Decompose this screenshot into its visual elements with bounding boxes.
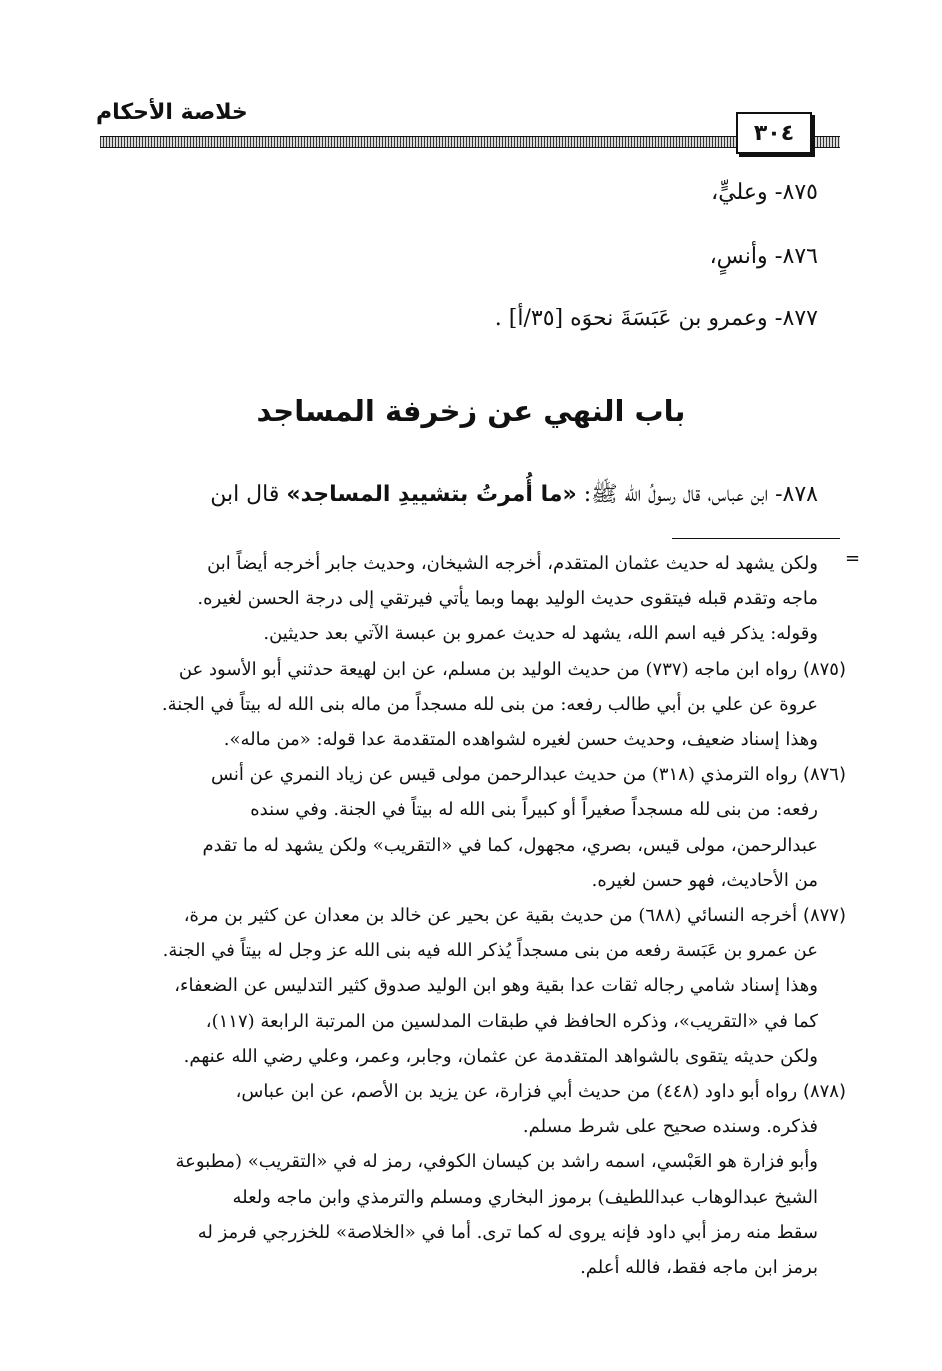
footnote-text: عن عمرو بن عَبَسة رفعه من بنى مسجداً يُذكر الله فيه بنى الله عز وجل له بيتاً في الجنة. — [162, 940, 818, 962]
footnote-text: رفعه: من بنى لله مسجداً صغيراً أو كبيراً بنى الله له بيتاً في الجنة. وفي سنده — [250, 799, 818, 821]
footnote-text: عبدالرحمن، مولى قيس، بصري، مجهول، كما في «التقريب» ولكن يشهد له ما تقدم — [202, 834, 818, 856]
footnote-text: رواه أبو داود (٤٤٨) من حديث أبي فزارة، عن يزيد بن الأصم، عن ابن عباس، — [235, 1081, 798, 1102]
entry-number: ٨٧٥- — [774, 180, 818, 205]
footnote-text: عروة عن علي بن أبي طالب رفعه: من بنى لله مسجداً من ماله بنى الله له بيتاً في الجنة. — [161, 693, 818, 715]
footnote-text: من الأحاديث، فهو حسن لغيره. — [591, 869, 818, 891]
entry-text: وعمرو بن عَبَسَةَ نحوَه [٣٥/أ] . — [494, 306, 768, 331]
footnote-line — [100, 1008, 818, 1036]
footnote-line — [100, 1184, 818, 1212]
footnote-line — [100, 585, 818, 613]
footnote-text: ماجه وتقدم قبله فيتقوى حديث الوليد بهما وبما يأتي فيرتقي إلى درجة الحسن لغيره. — [197, 588, 818, 610]
footnote-text: أخرجه النسائي (٦٨٨) من حديث بقية عن بحير عن خالد بن معدان عن كثير بن مرة، — [183, 905, 798, 926]
footnote-text: كما في «التقريب»، وذكره الحافظ في طبقات المدلسين من المرتبة الرابعة (١١٧)، — [205, 1010, 818, 1032]
hadith-number: ٨٧٨- — [775, 482, 818, 507]
footnote-text: ولكن يشهد له حديث عثمان المتقدم، أخرجه الشيخان، وحديث جابر أخرجه أيضاً ابن — [207, 553, 818, 574]
hadith-tail: قال ابن — [210, 482, 280, 507]
page-number: ٣٠٤ — [736, 112, 812, 154]
footnote-line — [100, 1078, 846, 1106]
footnote-line — [100, 1113, 818, 1141]
footnote-line — [100, 796, 818, 824]
footnote-line — [100, 902, 846, 930]
entry-875 — [711, 180, 818, 205]
footnote-line — [100, 832, 818, 860]
entry-877 — [495, 306, 818, 331]
footnote-line — [100, 867, 818, 895]
entry-number: ٨٧٧- — [774, 306, 818, 331]
footnote-line — [100, 972, 818, 1000]
running-header-title: خلاصة الأحكام — [96, 100, 248, 125]
hadith-lead: ابن عباس، قال رسولُ الله ﷺ: — [583, 482, 769, 507]
footnote-ref: (٨٧٦) — [802, 764, 846, 786]
footnote-text: وقوله: يذكر فيه اسم الله، يشهد له حديث عمرو بن عبسة الآتي بعد حديثين. — [263, 623, 818, 645]
footnote-text: الشيخ عبدالوهاب عبداللطيف) برموز البخاري ومسلم والترمذي وابن ماجه ولعله — [232, 1186, 818, 1208]
footnote-text: فذكره. وسنده صحيح على شرط مسلم. — [522, 1116, 818, 1138]
footnote-line — [100, 656, 846, 684]
footnote-line — [100, 726, 818, 754]
entry-876 — [710, 244, 818, 269]
footnote-ref: (٨٧٨) — [802, 1081, 846, 1102]
footnote-ref: (٨٧٧) — [802, 905, 846, 926]
entry-text: وعليٍّ، — [711, 180, 768, 205]
footnote-line — [100, 620, 818, 648]
footnote-text: وأبو فزارة هو العَبْسي، اسمه راشد بن كيسان الكوفي، رمز له في «التقريب» (مطبوعة — [175, 1151, 818, 1173]
hadith-878 — [100, 480, 818, 512]
footnote-line — [100, 691, 818, 719]
footnote-line — [100, 761, 846, 789]
footnote-text: ولكن حديثه يتقوى بالشواهد المتقدمة عن عثمان، وجابر، وعمر، وعلي رضي الله عنهم. — [183, 1045, 818, 1067]
footnote-ref: (٨٧٥) — [802, 658, 846, 680]
footnote-text: برمز ابن ماجه فقط، فالله أعلم. — [580, 1257, 818, 1278]
footnote-line — [100, 937, 818, 965]
footnote-text: رواه الترمذي (٣١٨) من حديث عبدالرحمن مولى قيس عن زياد النمري عن أنس — [210, 764, 798, 786]
hadith-quote: «ما أُمرتُ بتشييدِ المساجد» — [286, 482, 577, 507]
footnote-text: وهذا إسناد ضعيف، وحديث حسن لغيره لشواهده المتقدمة عدا قوله: «من ماله». — [223, 729, 818, 750]
footnote-line — [100, 1148, 818, 1176]
entry-text: وأنسٍ، — [709, 244, 768, 269]
footnote-line — [100, 550, 818, 578]
chapter-title: باب النهي عن زخرفة المساجد — [256, 394, 686, 428]
footnote-line — [100, 1043, 818, 1071]
entry-number: ٨٧٦- — [774, 244, 818, 269]
footnote-text: سقط منه رمز أبي داود فإنه يروى له كما ترى. أما في «الخلاصة» للخزرجي فرمز له — [197, 1221, 818, 1243]
footnote-text: رواه ابن ماجه (٧٣٧) من حديث الوليد بن مسلم، عن ابن لهيعة حدثني أبو الأسود عن — [178, 658, 798, 680]
footnote-line — [100, 1254, 818, 1282]
continuation-mark: = — [845, 548, 861, 569]
footnote-line — [100, 1219, 818, 1247]
footnote-separator — [672, 538, 840, 539]
header-rule — [100, 136, 840, 148]
footnote-text: وهذا إسناد شامي رجاله ثقات عدا بقية وهو ابن الوليد صدوق كثير التدليس عن الضعفاء، — [174, 975, 818, 997]
